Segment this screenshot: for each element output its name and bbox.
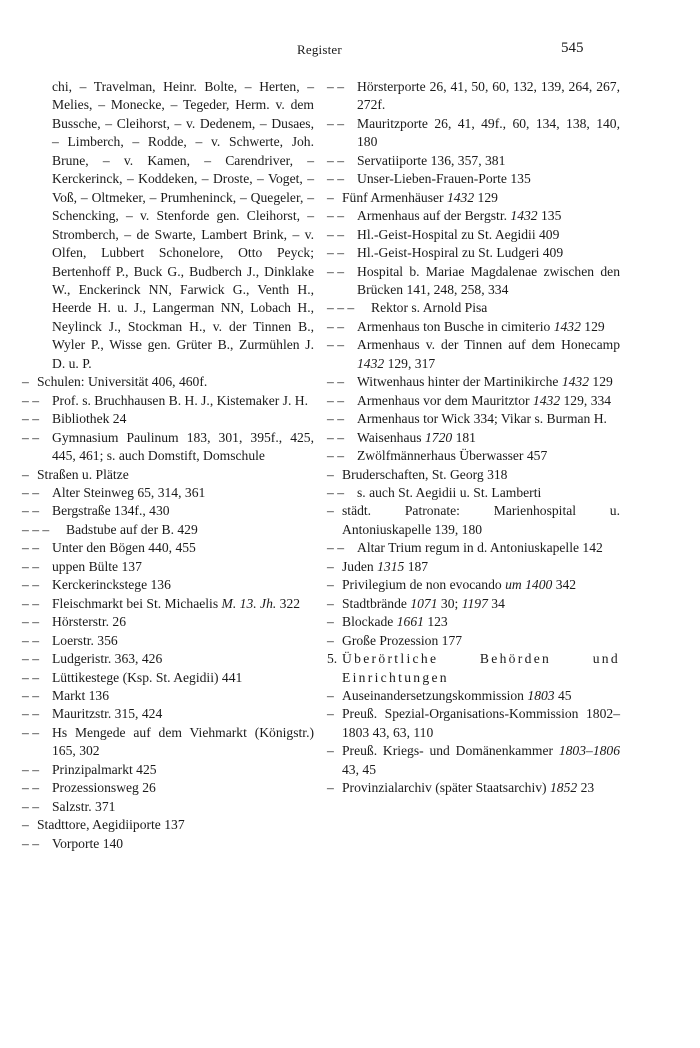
entry-level-marker: – – bbox=[327, 115, 344, 131]
index-entry bbox=[327, 78, 620, 115]
entry-text bbox=[342, 558, 620, 576]
entry-text-part: Rektor s. Arnold Pisa bbox=[371, 300, 488, 316]
entry-text-part: Waisenhaus bbox=[357, 429, 425, 445]
index-entry bbox=[327, 244, 620, 262]
entry-text-part: Stadtbrände bbox=[342, 595, 411, 611]
entry-text-part: Mauritzporte 26, 41, 49f., 60, 134, 138, 140, 180 bbox=[357, 115, 620, 150]
index-entry bbox=[327, 558, 620, 576]
index-column-left bbox=[22, 78, 314, 853]
index-entry bbox=[22, 650, 314, 668]
entry-text-part: Hörsterstr. 26 bbox=[52, 614, 127, 630]
entry-date: 1315 bbox=[377, 558, 405, 574]
entry-level-marker: – bbox=[22, 466, 29, 482]
entry-date: 1432 bbox=[561, 374, 589, 390]
entry-level-marker: – bbox=[327, 466, 334, 482]
entry-text bbox=[52, 78, 314, 373]
index-entry bbox=[327, 502, 620, 539]
entry-level-marker: – – bbox=[22, 577, 39, 593]
entry-date: 1661 bbox=[396, 614, 424, 630]
entry-text-part: Badstube auf der B. 429 bbox=[66, 521, 198, 537]
entry-text-part: Servatiiporte 136, 357, 381 bbox=[357, 152, 506, 168]
entry-text bbox=[357, 152, 620, 170]
index-entry bbox=[327, 576, 620, 594]
entry-date: um 1400 bbox=[505, 577, 553, 593]
entry-text-part: Stadttore, Aegidiiporte 137 bbox=[37, 817, 185, 833]
entry-text-part: 123 bbox=[423, 614, 448, 630]
index-entry bbox=[22, 502, 314, 520]
entry-text-part: Auseinandersetzungskommission bbox=[342, 687, 528, 703]
entry-date: 1432 bbox=[446, 189, 475, 205]
entry-level-marker: – – – bbox=[327, 300, 355, 316]
entry-text-part: Bergstraße 134f., 430 bbox=[52, 503, 170, 519]
entry-text bbox=[52, 558, 314, 576]
entry-text-part: Lüttikestege (Ksp. St. Aegidii) 441 bbox=[52, 669, 243, 685]
entry-text bbox=[342, 613, 620, 631]
entry-text-part: Witwenhaus hinter der Martinikirche bbox=[357, 374, 562, 390]
entry-text bbox=[357, 484, 620, 502]
entry-text bbox=[357, 318, 620, 336]
entry-level-marker: – bbox=[327, 577, 334, 593]
entry-text-part: 34 bbox=[487, 595, 505, 611]
entry-text-part: Ludgeristr. 363, 426 bbox=[52, 651, 163, 667]
entry-level-marker: – bbox=[22, 374, 29, 390]
index-entry bbox=[327, 299, 620, 317]
entry-text-part: 129, 317 bbox=[384, 355, 436, 371]
entry-text bbox=[52, 429, 314, 466]
entry-level-marker: – – bbox=[22, 558, 39, 574]
entry-level-marker: – bbox=[327, 706, 334, 722]
index-entry bbox=[327, 410, 620, 428]
index-entry bbox=[327, 189, 620, 207]
entry-text bbox=[357, 170, 620, 188]
entry-text-part: Unter den Bögen 440, 455 bbox=[52, 540, 196, 556]
entry-level-marker: – – bbox=[22, 835, 39, 851]
entry-text-part: 181 bbox=[452, 429, 476, 445]
index-entry bbox=[327, 779, 620, 797]
entry-date: M. 13. Jh. bbox=[221, 595, 277, 611]
entry-text-part: 129 bbox=[474, 189, 498, 205]
entry-text bbox=[342, 650, 620, 687]
entry-text bbox=[52, 484, 314, 502]
entry-text bbox=[52, 669, 314, 687]
index-entry bbox=[327, 705, 620, 742]
entry-text-part: s. auch St. Aegidii u. St. Lamberti bbox=[357, 484, 542, 500]
entry-text-part: uppen Bülte 137 bbox=[52, 558, 142, 574]
entry-text bbox=[52, 595, 314, 613]
entry-level-marker: – – bbox=[22, 411, 39, 427]
index-entry bbox=[327, 429, 620, 447]
entry-text-part: Vorporte 140 bbox=[52, 835, 124, 851]
index-entry bbox=[327, 484, 620, 502]
entry-text bbox=[357, 392, 620, 410]
entry-level-marker: – – bbox=[327, 484, 344, 500]
index-entry bbox=[22, 539, 314, 557]
entry-level-marker: – – bbox=[327, 411, 344, 427]
entry-level-marker: – – bbox=[327, 429, 344, 445]
entry-text-part: 129 bbox=[589, 374, 613, 390]
entry-date: 1071 bbox=[410, 595, 438, 611]
entry-level-marker: 5. bbox=[327, 651, 338, 667]
index-entry bbox=[327, 336, 620, 373]
entry-level-marker: – – bbox=[22, 687, 39, 703]
entry-text bbox=[357, 373, 620, 391]
entry-level-marker: – – bbox=[22, 632, 39, 648]
entry-level-marker: – – bbox=[327, 392, 344, 408]
entry-text-part: 187 bbox=[404, 558, 429, 574]
entry-text-part: Fünf Armenhäuser bbox=[342, 189, 447, 205]
index-entry bbox=[327, 373, 620, 391]
index-entry bbox=[327, 152, 620, 170]
index-column-right bbox=[327, 78, 620, 798]
index-entry bbox=[327, 595, 620, 613]
entry-text-part: Armenhaus auf der Bergstr. bbox=[357, 208, 511, 224]
entry-level-marker: – – bbox=[327, 318, 344, 334]
index-entry bbox=[22, 429, 314, 466]
entry-text-part: Salzstr. 371 bbox=[52, 798, 116, 814]
entry-level-marker: – – bbox=[22, 798, 39, 814]
entry-text-part: Hs Mengede auf dem Viehmarkt (Königstr.) 165, 302 bbox=[52, 724, 314, 759]
index-entry bbox=[22, 392, 314, 410]
entry-text bbox=[357, 226, 620, 244]
entry-level-marker: – – bbox=[327, 448, 344, 464]
entry-text bbox=[357, 447, 620, 465]
entry-text-part: 43, 45 bbox=[342, 761, 376, 777]
entry-text-part: Hl.-Geist-Hospital zu St. Aegidii 409 bbox=[357, 226, 560, 242]
entry-text bbox=[357, 78, 620, 115]
index-entry bbox=[22, 78, 314, 373]
entry-text bbox=[52, 576, 314, 594]
entry-level-marker: – – bbox=[327, 263, 344, 279]
entry-level-marker: – – bbox=[22, 484, 39, 500]
index-entry bbox=[22, 724, 314, 761]
entry-text-part: Armenhaus v. der Tinnen auf dem Honecamp bbox=[357, 337, 620, 353]
entry-text bbox=[342, 189, 620, 207]
entry-text-part: chi, – Travelman, Heinr. Bolte, – Herten, – Melies, – Monecke, – Tegeder, Herm. v. dem Bussche, – Cleihorst, – v. Dedenem, – Dusaes, – Limberch, – Rodde, – v. Schwerte, Joh. Brune, – v. Kamen, – Carendriver, – Kerckerinck, – Koddeken, – Droste, – Voget, – Voß, – Oltmeker, – Prumheninck, – Quegeler, – Schencking, – v. Stenforde gen. Cleihorst, – Stromberch, – de Swarte, Lambert Brink, – v. Olfen, Lubbert Schonelore, Otto Peyck; Bertenhoff P., Buck G., Budberch J., Dinklake W., Enckerinck NN, Farwick G., Venth H., Heerde H. u. J., Langerman NN, Lobach H., Neylinck J., Stockman H., v. der Tinnen B., Wyler P., Wisse gen. Grüter B., Zurmühlen J. D. u. P. bbox=[52, 79, 314, 371]
index-entry bbox=[22, 669, 314, 687]
entry-level-marker: – – bbox=[22, 669, 39, 685]
entry-text bbox=[37, 816, 314, 834]
entry-text bbox=[342, 742, 620, 779]
entry-text bbox=[52, 410, 314, 428]
index-entry bbox=[22, 373, 314, 391]
entry-text-part: 23 bbox=[577, 780, 595, 796]
entry-date: 1720 bbox=[425, 429, 453, 445]
entry-date: 1432 bbox=[532, 392, 561, 408]
index-entry bbox=[327, 115, 620, 152]
entry-text-part: Prinzipalmarkt 425 bbox=[52, 761, 157, 777]
index-entry bbox=[327, 742, 620, 779]
entry-text bbox=[66, 521, 314, 539]
index-entry bbox=[327, 226, 620, 244]
entry-level-marker: – – bbox=[22, 724, 39, 740]
entry-text-part: Mauritzstr. 315, 424 bbox=[52, 706, 163, 722]
entry-text bbox=[37, 373, 314, 391]
entry-text-part: Armenhaus vor dem Mauritztor bbox=[357, 392, 533, 408]
entry-text-part: 30; bbox=[437, 595, 462, 611]
index-entry bbox=[22, 484, 314, 502]
entry-date: 1803–1806 bbox=[558, 743, 620, 759]
entry-text bbox=[342, 595, 620, 613]
entry-text bbox=[52, 632, 314, 650]
entry-text bbox=[342, 705, 620, 742]
index-entry bbox=[22, 521, 314, 539]
entry-text-part: Altar Trium regum in d. Antoniuskapelle 142 bbox=[357, 540, 603, 556]
index-entry bbox=[327, 318, 620, 336]
index-entry bbox=[327, 539, 620, 557]
entry-level-marker: – bbox=[327, 503, 334, 519]
entry-text bbox=[371, 299, 620, 317]
index-entry bbox=[327, 392, 620, 410]
entry-text bbox=[342, 632, 620, 650]
entry-text bbox=[52, 613, 314, 631]
entry-level-marker: – – bbox=[327, 208, 344, 224]
entry-date: 1432 bbox=[357, 355, 385, 371]
entry-text-part: 342 bbox=[552, 577, 577, 593]
entry-text bbox=[52, 687, 314, 705]
entry-level-marker: – – – bbox=[22, 521, 50, 537]
entry-level-marker: – bbox=[327, 780, 334, 796]
entry-level-marker: – – bbox=[327, 79, 344, 94]
entry-date: 1852 bbox=[549, 780, 578, 796]
index-entry bbox=[327, 632, 620, 650]
entry-text-part: Prof. s. Bruchhausen B. H. J., Kistemaker J. H. bbox=[52, 392, 308, 408]
index-entry bbox=[327, 447, 620, 465]
entry-text-part: 45 bbox=[554, 687, 572, 703]
index-entry bbox=[22, 558, 314, 576]
entry-level-marker: – bbox=[327, 687, 334, 703]
index-entry bbox=[327, 263, 620, 300]
entry-level-marker: – – bbox=[22, 429, 39, 445]
entry-date: 1432 bbox=[553, 318, 581, 334]
entry-text-part: Armenhaus ton Busche in cimiterio bbox=[357, 318, 554, 334]
index-entry bbox=[327, 170, 620, 188]
entry-level-marker: – – bbox=[327, 540, 344, 556]
entry-level-marker: – – bbox=[22, 392, 39, 408]
entry-text-part: Unser-Lieben-Frauen-Porte 135 bbox=[357, 171, 531, 187]
index-entry bbox=[327, 466, 620, 484]
entry-text bbox=[357, 115, 620, 152]
index-entry bbox=[22, 613, 314, 631]
entry-text-part: 135 bbox=[537, 208, 562, 224]
entry-level-marker: – bbox=[327, 558, 334, 574]
entry-text-part: städt. Patronate: Marienhospital u. Antoniuskapelle 139, 180 bbox=[342, 503, 620, 537]
entry-level-marker: – – bbox=[22, 540, 39, 556]
entry-date: 1432 bbox=[510, 208, 538, 224]
index-entry bbox=[22, 835, 314, 853]
entry-text-part: Bibliothek 24 bbox=[52, 411, 127, 427]
page-number: 545 bbox=[561, 40, 584, 56]
running-header-title: Register bbox=[297, 42, 342, 57]
entry-level-marker: – bbox=[327, 632, 334, 648]
index-entry bbox=[22, 576, 314, 594]
entry-text bbox=[52, 724, 314, 761]
entry-text-part: Privilegium de non evocando bbox=[342, 577, 506, 593]
index-entry bbox=[22, 705, 314, 723]
index-entry bbox=[22, 687, 314, 705]
entry-text-part: Alter Steinweg 65, 314, 361 bbox=[52, 484, 206, 500]
entry-text-part: Große Prozession 177 bbox=[342, 632, 463, 648]
entry-text bbox=[52, 502, 314, 520]
entry-text-part: Straßen u. Plätze bbox=[37, 466, 129, 482]
entry-date: 1197 bbox=[461, 595, 488, 611]
index-entry bbox=[327, 650, 620, 687]
index-entry bbox=[22, 761, 314, 779]
index-entry bbox=[22, 410, 314, 428]
entry-text bbox=[52, 539, 314, 557]
entry-text bbox=[357, 207, 620, 225]
entry-text-part: Zwölfmännerhaus Überwasser 457 bbox=[357, 448, 548, 464]
index-entry bbox=[327, 687, 620, 705]
entry-text-part: Loerstr. 356 bbox=[52, 632, 118, 648]
entry-text-part: Kerckerinckstege 136 bbox=[52, 577, 171, 593]
entry-level-marker: – – bbox=[327, 245, 344, 261]
index-entry bbox=[22, 816, 314, 834]
entry-level-marker: – – bbox=[22, 595, 39, 611]
index-entry bbox=[22, 632, 314, 650]
entry-text-part: 129, 334 bbox=[560, 392, 612, 408]
index-entry bbox=[327, 613, 620, 631]
entry-text-part: 322 bbox=[276, 595, 301, 611]
entry-text bbox=[342, 576, 620, 594]
entry-level-marker: – – bbox=[22, 614, 39, 630]
entry-text bbox=[342, 779, 620, 797]
entry-text-part: Hospital b. Mariae Magdalenae zwischen den Brücken 141, 248, 258, 334 bbox=[357, 263, 620, 297]
entry-text-part: Blockade bbox=[342, 614, 397, 630]
entry-text-part: Prozessionsweg 26 bbox=[52, 780, 156, 796]
entry-text-part: Schulen: Universität 406, 460f. bbox=[37, 374, 208, 390]
entry-text-part: Preuß. Kriegs- und Domänenkammer bbox=[342, 743, 559, 759]
entry-text bbox=[357, 244, 620, 262]
entry-text-part: Gymnasium Paulinum 183, 301, 395f., 425, 445, 461; s. auch Domstift, Domschule bbox=[52, 429, 314, 464]
entry-text-part: Armenhaus tor Wick 334; Vikar s. Burman H. bbox=[357, 411, 607, 427]
entry-text bbox=[52, 705, 314, 723]
entry-level-marker: – bbox=[327, 595, 334, 611]
entry-text bbox=[357, 336, 620, 373]
entry-level-marker: – – bbox=[22, 706, 39, 722]
entry-text-part: Preuß. Spezial-Organisations-Kommission 1802–1803 43, 63, 110 bbox=[342, 706, 620, 740]
entry-text-part: Hörsterporte 26, 41, 50, 60, 132, 139, 264, 267, 272f. bbox=[357, 79, 620, 113]
entry-text bbox=[52, 798, 314, 816]
entry-text bbox=[357, 410, 620, 428]
entry-text bbox=[52, 835, 314, 853]
entry-level-marker: – – bbox=[22, 761, 39, 777]
index-entry bbox=[22, 779, 314, 797]
entry-text bbox=[342, 466, 620, 484]
entry-level-marker: – – bbox=[22, 651, 39, 667]
entry-text bbox=[52, 779, 314, 797]
entry-level-marker: – – bbox=[327, 337, 344, 353]
entry-text bbox=[357, 429, 620, 447]
entry-level-marker: – – bbox=[22, 780, 39, 796]
entry-text bbox=[52, 650, 314, 668]
entry-text-part: 129 bbox=[580, 318, 605, 334]
entry-text bbox=[342, 687, 620, 705]
entry-text-part: Fleischmarkt bei St. Michaelis bbox=[52, 595, 222, 611]
entry-text-part: Hl.-Geist-Hospiral zu St. Ludgeri 409 bbox=[357, 245, 564, 261]
entry-level-marker: – – bbox=[327, 152, 344, 168]
index-entry bbox=[22, 595, 314, 613]
entry-text bbox=[342, 502, 620, 539]
index-entry bbox=[327, 207, 620, 225]
entry-level-marker: – bbox=[327, 189, 334, 205]
entry-text bbox=[52, 392, 314, 410]
entry-text-part: Markt 136 bbox=[52, 687, 110, 703]
entry-date: 1803 bbox=[527, 687, 555, 703]
index-entry bbox=[22, 798, 314, 816]
entry-level-marker: – bbox=[22, 817, 29, 833]
index-entry bbox=[22, 466, 314, 484]
entry-text bbox=[37, 466, 314, 484]
entry-level-marker: – – bbox=[327, 226, 344, 242]
entry-text bbox=[357, 539, 620, 557]
entry-level-marker: – – bbox=[327, 171, 344, 187]
entry-text-part: Juden bbox=[342, 558, 378, 574]
entry-text-part: Provinzialarchiv (später Staatsarchiv) bbox=[342, 780, 550, 796]
entry-level-marker: – bbox=[327, 614, 334, 630]
entry-text-part: Überörtliche Behörden und Einrichtungen bbox=[342, 651, 620, 685]
entry-level-marker: – – bbox=[22, 503, 39, 519]
entry-level-marker: – bbox=[327, 743, 334, 759]
entry-level-marker: – – bbox=[327, 374, 344, 390]
entry-text bbox=[52, 761, 314, 779]
entry-text bbox=[357, 263, 620, 300]
entry-text-part: Bruderschaften, St. Georg 318 bbox=[342, 466, 508, 482]
